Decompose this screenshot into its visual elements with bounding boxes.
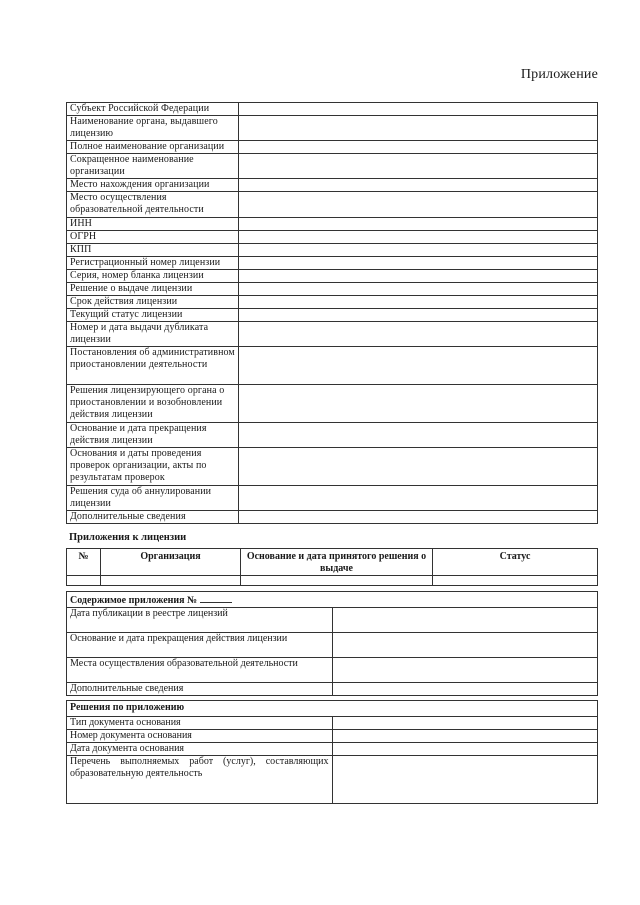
cell-organization[interactable] [101,576,241,586]
table-row [67,486,598,511]
row-value[interactable] [239,309,598,322]
table-row [67,756,598,804]
table-row [67,511,598,524]
row-value[interactable] [239,154,598,179]
table-row [67,218,598,231]
table-row [67,192,598,218]
row-value[interactable] [239,322,598,347]
table-row [67,283,598,296]
row-value[interactable] [239,385,598,423]
row-label: Номер и дата выдачи дубликата лицензии [67,322,239,347]
table-row [67,296,598,309]
table-row [67,730,598,743]
row-value[interactable] [239,283,598,296]
row-value[interactable] [239,192,598,218]
row-label: ОГРН [67,231,239,244]
table-row [67,608,598,633]
row-label: Срок действия лицензии [67,296,239,309]
row-value[interactable] [239,231,598,244]
row-label: Номер документа основания [67,730,333,743]
row-label: Серия, номер бланка лицензии [67,270,239,283]
row-label: Регистрационный номер лицензии [67,257,239,270]
row-label: Место осуществления образовательной деятельности [67,192,239,218]
attachment-number-blank[interactable] [200,593,232,603]
table-header-row [67,549,598,576]
row-value[interactable] [332,658,598,683]
row-value[interactable] [239,486,598,511]
row-value[interactable] [332,608,598,633]
table-row [67,633,598,658]
table-row [67,743,598,756]
row-label: Постановления об административном приостановлении деятельности [67,347,239,385]
row-label: Основание и дата прекращения действия лицензии [67,633,333,658]
table-row [67,347,598,385]
row-value[interactable] [239,448,598,486]
col-header-num: № [67,549,101,576]
row-value[interactable] [332,756,598,804]
row-value[interactable] [239,257,598,270]
table-row [67,257,598,270]
table-row [67,309,598,322]
attachment-content-title: Содержимое приложения № [67,592,598,608]
table-row [67,141,598,154]
row-value[interactable] [239,116,598,141]
row-label: Дата публикации в реестре лицензий [67,608,333,633]
table-row [67,270,598,283]
row-value[interactable] [239,244,598,257]
row-value[interactable] [239,270,598,283]
decisions-table [66,700,598,804]
row-value[interactable] [239,141,598,154]
table-row [67,116,598,141]
row-label: Тип документа основания [67,717,333,730]
row-label: Перечень выполняемых работ (услуг), составляющих образовательную деятельность [67,756,333,804]
appendix-title: Приложение [520,67,598,82]
row-label: Полное наименование организации [67,141,239,154]
row-label: КПП [67,244,239,257]
table-row [67,423,598,448]
row-value[interactable] [239,423,598,448]
row-label: ИНН [67,218,239,231]
row-value[interactable] [332,717,598,730]
row-value[interactable] [239,511,598,524]
row-label: Текущий статус лицензии [67,309,239,322]
table-row [67,179,598,192]
row-value[interactable] [239,103,598,116]
row-value[interactable] [332,633,598,658]
table-row [67,322,598,347]
row-label: Места осуществления образовательной деятельности [67,658,333,683]
table-row [67,658,598,683]
row-label: Дополнительные сведения [67,683,333,696]
row-value[interactable] [239,218,598,231]
col-header-status: Статус [433,549,598,576]
table-row [67,103,598,116]
cell-num[interactable] [67,576,101,586]
attachment-content-table [66,591,598,696]
table-row [67,448,598,486]
row-label: Основания и даты проведения проверок организации, акты по результатам проверок [67,448,239,486]
row-value[interactable] [332,730,598,743]
row-value[interactable] [332,743,598,756]
row-label: Решения суда об аннулировании лицензии [67,486,239,511]
row-label: Дополнительные сведения [67,511,239,524]
table-header-row [67,701,598,717]
col-header-basis: Основание и дата принятого решения о выдаче [241,549,433,576]
cell-basis[interactable] [241,576,433,586]
row-value[interactable] [239,347,598,385]
row-label: Сокращенное наименование организации [67,154,239,179]
row-value[interactable] [239,179,598,192]
col-header-organization: Организация [101,549,241,576]
table-row [67,717,598,730]
table-header-row [67,592,598,608]
table-row [67,244,598,257]
table-row [67,385,598,423]
row-label: Решения лицензирующего органа о приостановлении и возобновлении действия лицензии [67,385,239,423]
attachments-table [66,548,598,586]
table-row [67,231,598,244]
table-row [67,683,598,696]
row-value[interactable] [332,683,598,696]
row-label: Место нахождения организации [67,179,239,192]
row-label: Наименование органа, выдавшего лицензию [67,116,239,141]
license-info-table [66,102,598,524]
row-label: Субъект Российской Федерации [67,103,239,116]
row-label: Основание и дата прекращения действия лицензии [67,423,239,448]
row-label: Решение о выдаче лицензии [67,283,239,296]
table-row [67,154,598,179]
decisions-title: Решения по приложению [67,701,598,717]
cell-status[interactable] [433,576,598,586]
table-row [67,576,598,586]
attachments-section-title: Приложения к лицензии [69,532,187,543]
row-value[interactable] [239,296,598,309]
row-label: Дата документа основания [67,743,333,756]
